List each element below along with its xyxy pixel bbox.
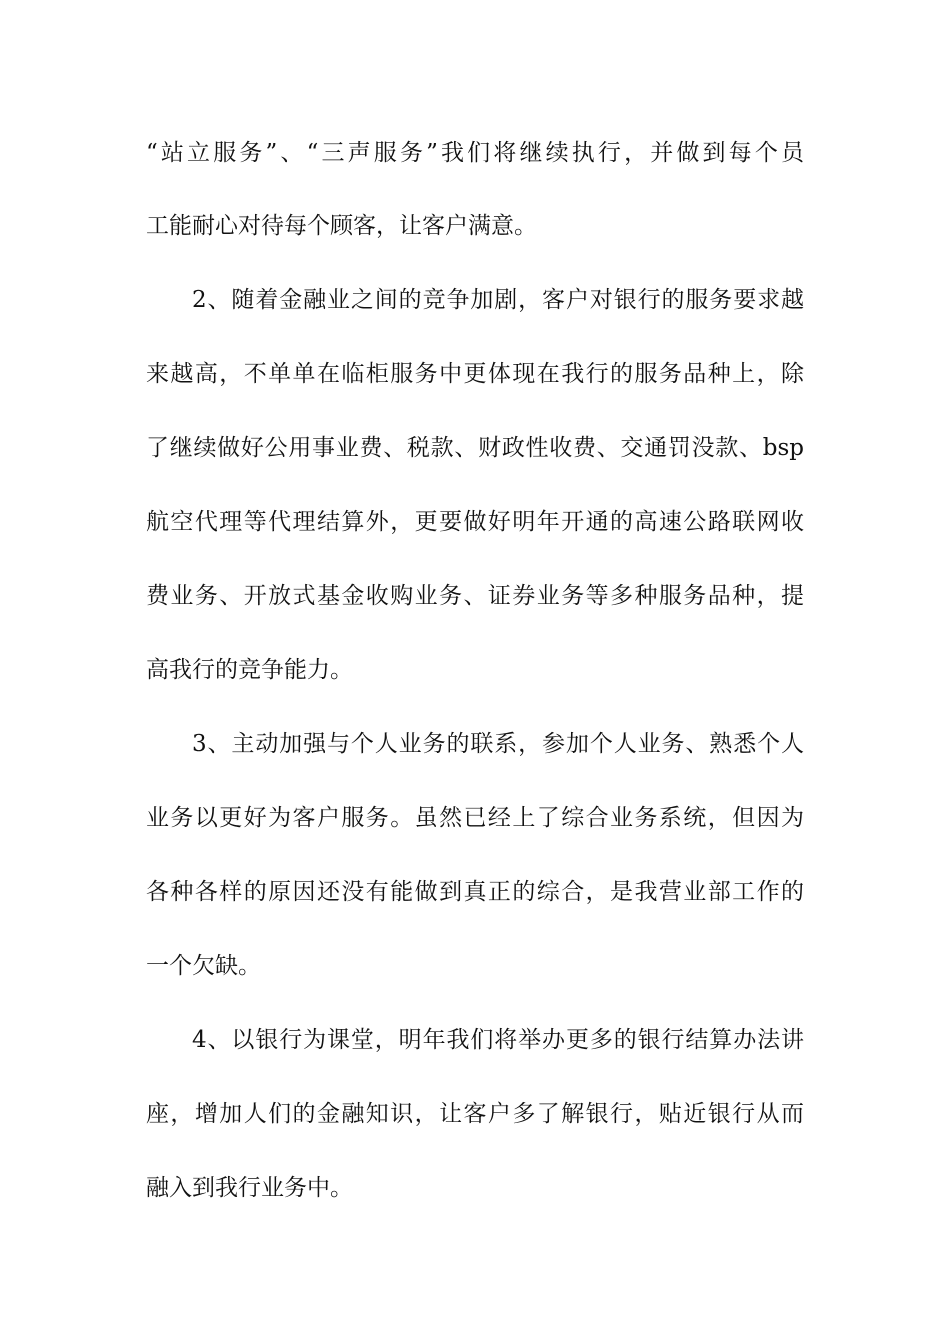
paragraph-line: 一个欠缺。 bbox=[146, 953, 261, 979]
paragraph-line: 来越高，不单单在临柜服务中更体现在我行的服务品种上，除 bbox=[146, 361, 804, 387]
paragraph-line: 高我行的竞争能力。 bbox=[146, 657, 353, 683]
paragraph-line: “站立服务”、“三声服务”我们将继续执行，并做到每个员 bbox=[146, 140, 804, 166]
paragraph-line: 航空代理等代理结算外，更要做好明年开通的高速公路联网收 bbox=[146, 509, 804, 535]
paragraph-line: 座，增加人们的金融知识，让客户多了解银行，贴近银行从而 bbox=[146, 1101, 804, 1127]
paragraph-line: 费业务、开放式基金收购业务、证券业务等多种服务品种，提 bbox=[146, 583, 804, 609]
paragraph-line: 2、随着金融业之间的竞争加剧，客户对银行的服务要求越 bbox=[192, 287, 804, 313]
paragraph-line: 了继续做好公用事业费、税款、财政性收费、交通罚没款、bsp bbox=[146, 435, 804, 461]
paragraph-line: 4、以银行为课堂，明年我们将举办更多的银行结算办法讲 bbox=[192, 1027, 804, 1053]
paragraph-line: 3、主动加强与个人业务的联系，参加个人业务、熟悉个人 bbox=[192, 731, 804, 757]
paragraph-line: 融入到我行业务中。 bbox=[146, 1175, 353, 1201]
paragraph-line: 业务以更好为客户服务。虽然已经上了综合业务系统，但因为 bbox=[146, 805, 804, 831]
paragraph-line: 工能耐心对待每个顾客，让客户满意。 bbox=[146, 213, 537, 239]
paragraph-line: 各种各样的原因还没有能做到真正的综合，是我营业部工作的 bbox=[146, 879, 804, 905]
